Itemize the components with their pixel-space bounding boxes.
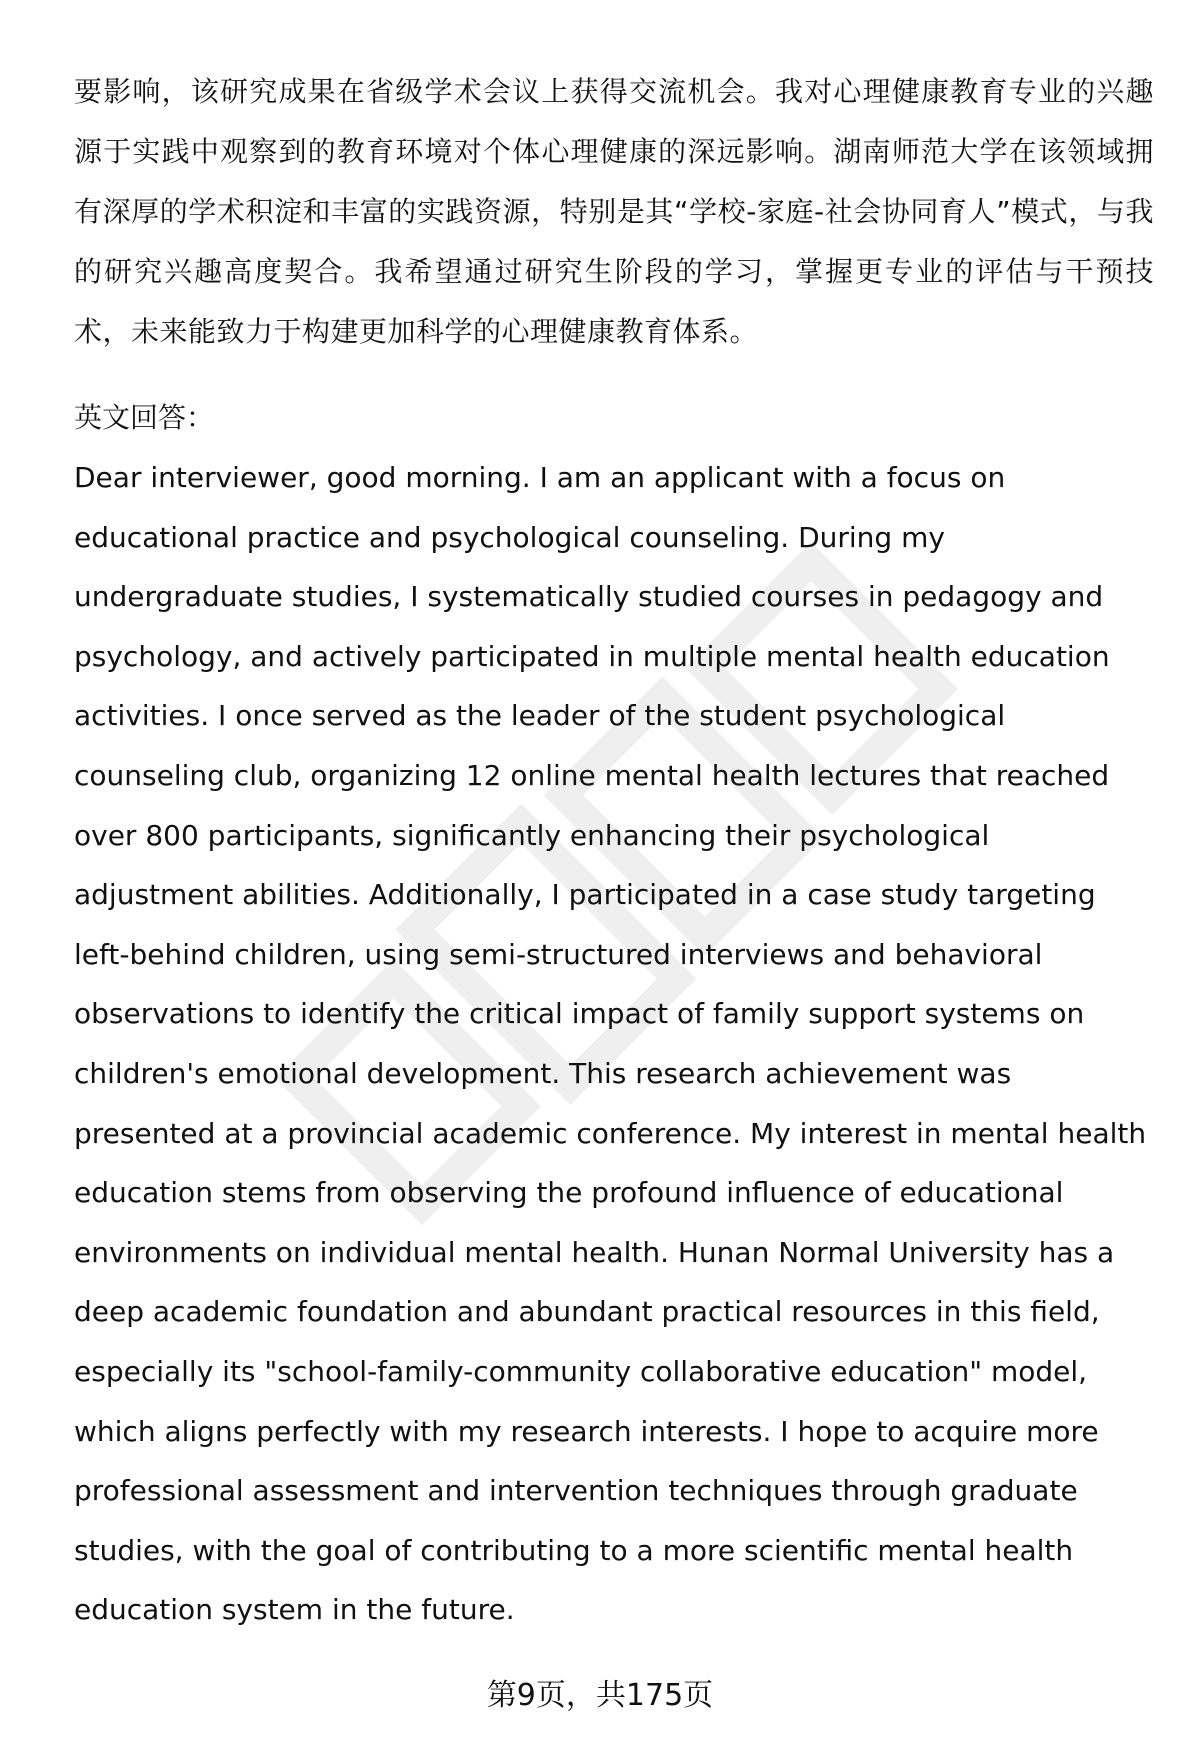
english-answer-label: 英文回答： (74, 401, 215, 434)
english-paragraph: Dear interviewer, good morning. I am an applicant with a focus on educational practice and psychological counseling. During my undergraduate studies, I systematically studied courses in pedagogy and psychology, and actively participated in multiple mental health education activities. I once served as the leader of the student psychological counseling club, organizing 12 online mental health lectures that reached over 800 participants, significantly enhancing their psychological adjustment abilities. Additionally, I participated in a case study targeting left-behind children, using semi-structured interviews and behavioral observations to identify the critical impact of family support systems on children's emotional development. This research achievement was presented at a provincial academic conference. My interest in mental health education stems from observing the profound influence of educational environments on individual mental health. Hunan Normal University has a deep academic foundation and abundant practical resources in this field, especially its "school-family-community collaborative education" model, which aligns perfectly with my research interests. I hope to acquire more professional assessment and intervention techniques through graduate studies, with the goal of contributing to a more scientific mental health education system in the future. (74, 461, 1147, 1627)
main-content (74, 62, 1154, 1640)
page-number-footer: 第9页，共175页 (486, 1678, 714, 1713)
chinese-paragraph: 要影响，该研究成果在省级学术会议上获得交流机会。我对心理健康教育专业的兴趣源于实践中观察到的教育环境对个体心理健康的深远影响。湖南师范大学在该领域拥有深厚的学术积淀和丰富的实践资源，特别是其“学校-家庭-社会协同育人”模式，与我的研究兴趣高度契合。我希望通过研究生阶段的学习，掌握更专业的评估与干预技术，未来能致力于构建更加科学的心理健康教育体系。 (74, 75, 1154, 348)
